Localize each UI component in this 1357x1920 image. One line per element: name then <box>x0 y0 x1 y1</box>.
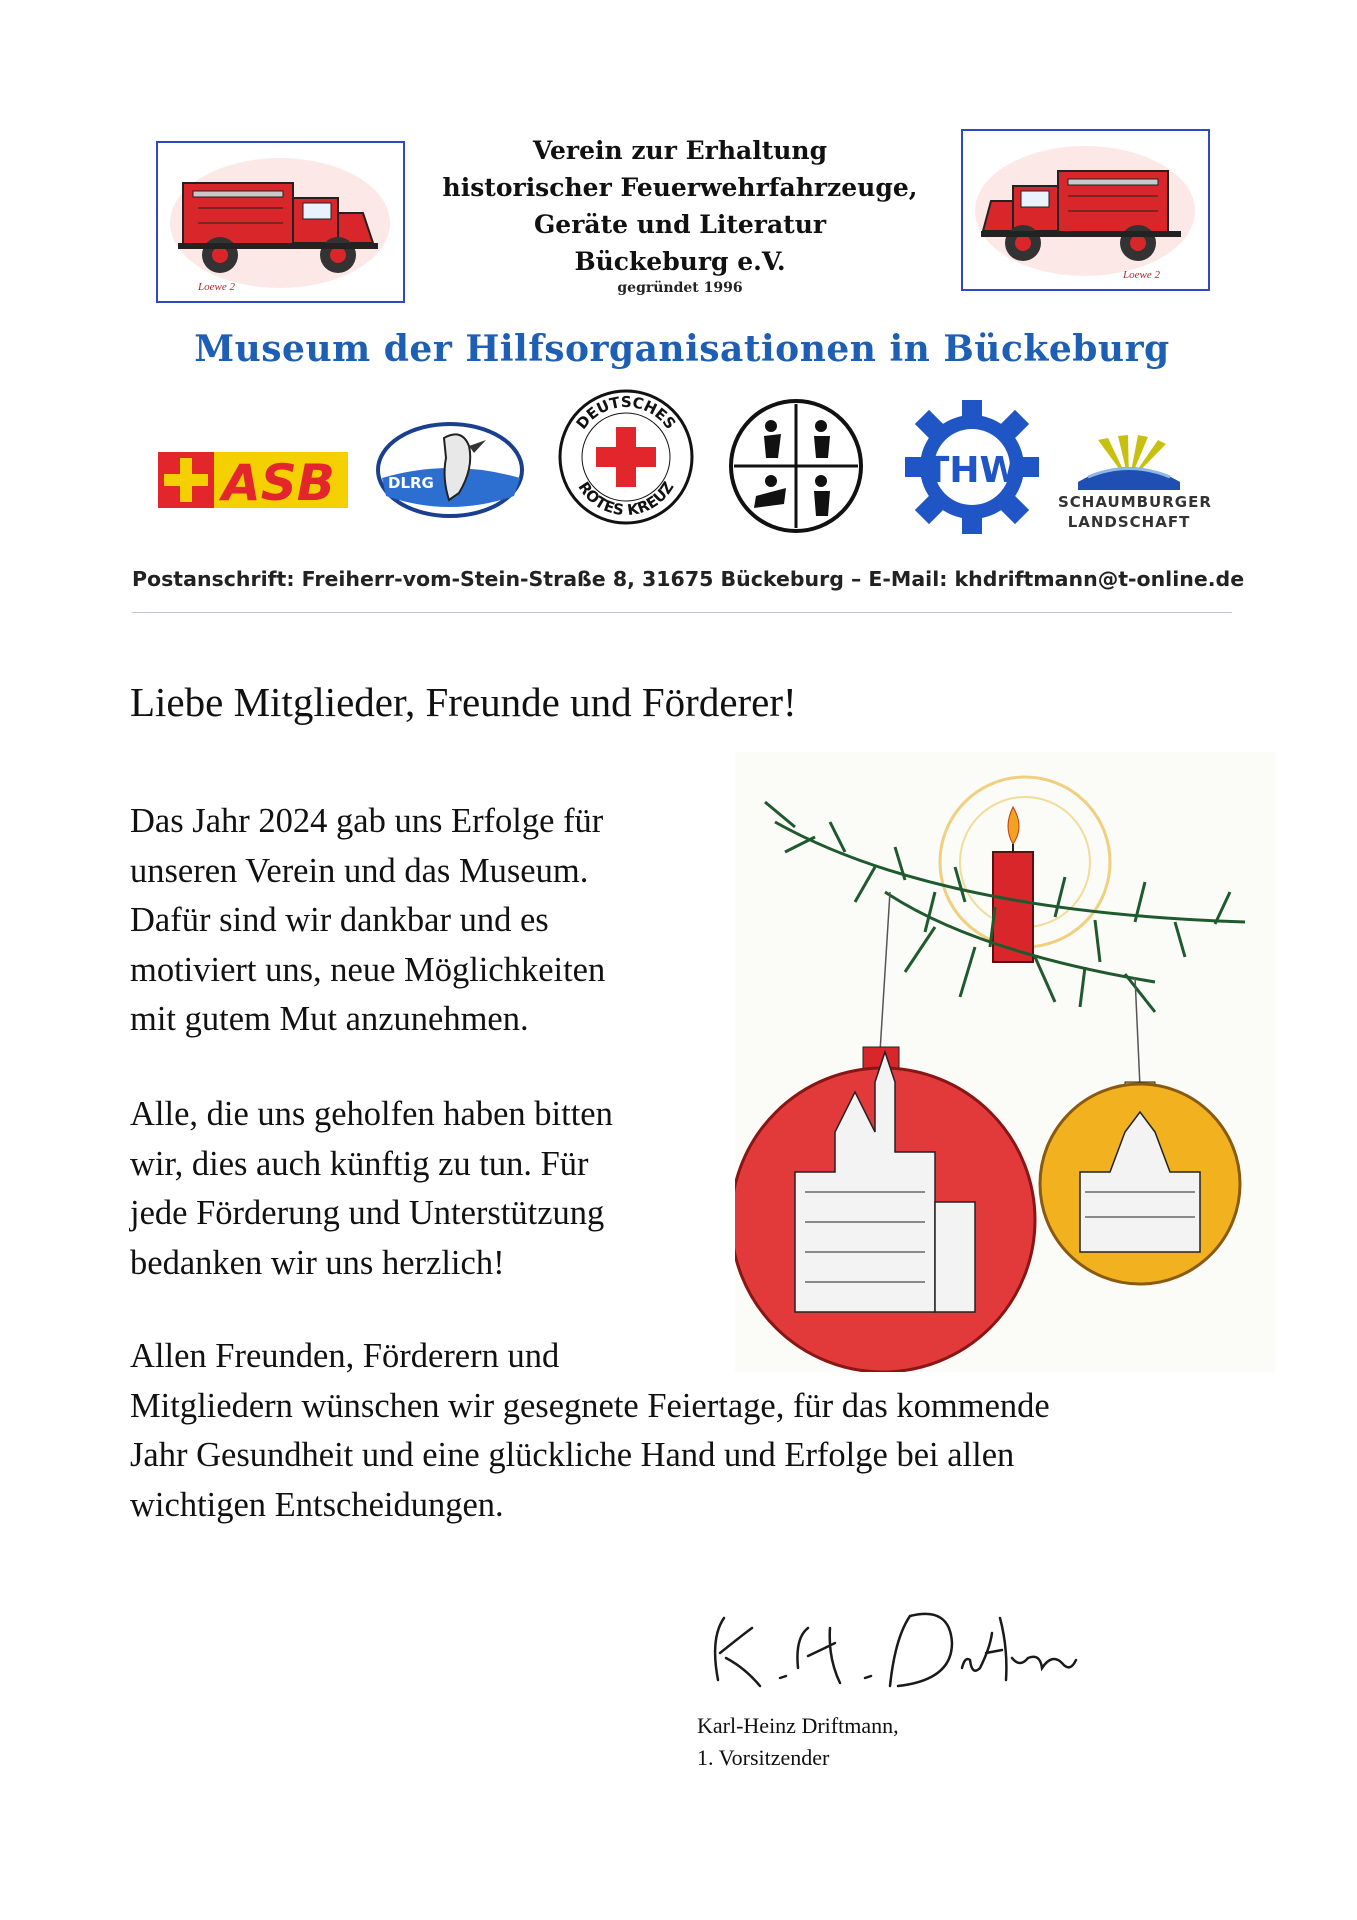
truck-image-left <box>156 141 405 303</box>
thw-logo <box>903 398 1041 536</box>
text-line: Das Jahr 2024 gab uns Erfolge für <box>130 802 604 840</box>
text-line: wichtigen Entscheidungen. <box>130 1485 504 1524</box>
svg-text:DLRG: DLRG <box>388 474 434 492</box>
text-line: motiviert uns, neue Möglichkeiten <box>130 950 606 989</box>
paragraph-1 <box>130 797 730 1045</box>
schaumburger-landschaft-logo <box>1058 432 1212 542</box>
club-name-line: Verein zur Erhaltung <box>532 136 828 165</box>
svg-text:ASB: ASB <box>222 454 335 510</box>
svg-text:Loewe 2: Loewe 2 <box>1123 269 1160 281</box>
truck-image-right <box>961 129 1210 291</box>
svg-text:ROTES KREUZ: ROTES KREUZ <box>574 478 678 520</box>
paragraph-2 <box>130 1090 730 1288</box>
schaumburger-line1: SCHAUMBURGER <box>1058 493 1212 511</box>
svg-text:THW: THW <box>924 450 1020 491</box>
museum-title: Museum der Hilfsorganisationen in Bückeburg <box>194 328 1170 370</box>
text-line: unseren Verein und das Museum. <box>130 851 589 890</box>
text-line: Allen Freunden, Förderern und <box>130 1337 560 1375</box>
club-name-line: Bückeburg e.V. <box>574 247 786 276</box>
asb-logo <box>158 448 348 510</box>
text-line: bedanken wir uns herzlich! <box>130 1243 505 1282</box>
club-name-line: Geräte und Literatur <box>533 210 827 239</box>
text-line: mit gutem Mut anzunehmen. <box>130 1000 529 1038</box>
text-line: wir, dies auch künftig zu tun. Für <box>130 1144 589 1183</box>
signer-name: Karl-Heinz Driftmann, <box>697 1713 899 1738</box>
text-line: jede Förderung und Unterstützung <box>130 1194 605 1232</box>
signer-role: 1. Vorsitzender <box>697 1745 830 1770</box>
text-line: Dafür sind wir dankbar und es <box>130 901 549 939</box>
dlrg-logo <box>374 418 526 518</box>
schaumburger-line2: LANDSCHAFT <box>1067 513 1191 531</box>
text-line: Jahr Gesundheit und eine glückliche Hand und Erfolge bei allen <box>130 1436 1015 1474</box>
text-line: Alle, die uns geholfen haben bitten <box>130 1095 613 1133</box>
rescue-services-logo <box>726 396 866 536</box>
svg-text:Loewe 2: Loewe 2 <box>198 281 235 293</box>
text-line: Mitgliedern wünschen wir gesegnete Feiertage, für das kommende <box>130 1386 1050 1425</box>
greeting: Liebe Mitglieder, Freunde und Förderer! <box>130 679 797 725</box>
postal-address: Postanschrift: Freiherr-vom-Stein-Straße 8, 31675 Bückeburg – E-Mail: khdriftmann@t-online.de <box>132 567 1245 591</box>
header-divider <box>132 612 1232 613</box>
club-name-line: historischer Feuerwehrfahrzeuge, <box>442 173 918 202</box>
svg-text:DEUTSCHES: DEUTSCHES <box>572 392 680 433</box>
christmas-ornament-illustration <box>735 752 1275 1372</box>
founded-year: gegründet 1996 <box>617 280 743 296</box>
handwritten-signature <box>690 1598 1080 1702</box>
club-name <box>420 132 940 296</box>
drk-logo <box>556 387 696 527</box>
